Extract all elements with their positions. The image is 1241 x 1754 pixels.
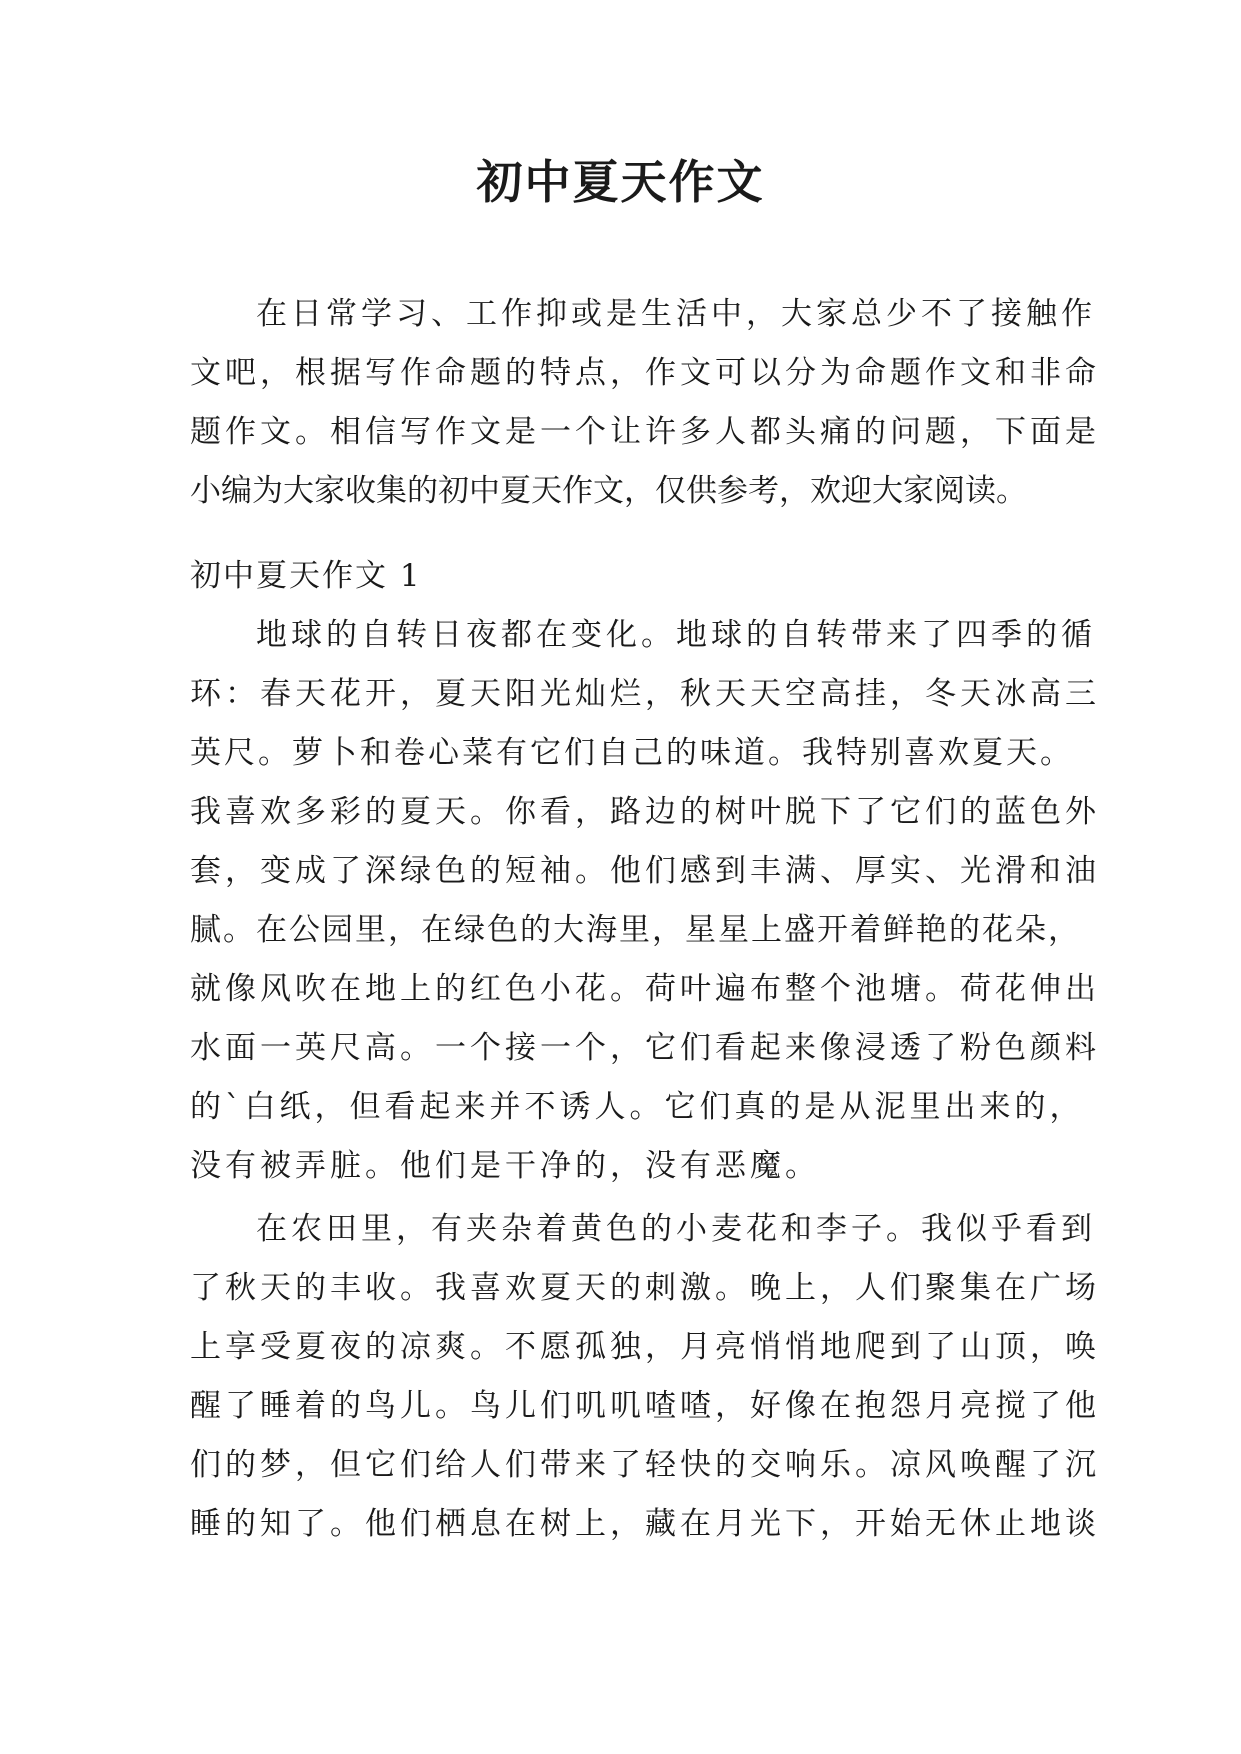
text-line: 英尺。萝卜和卷心菜有它们自己的味道。我特别喜欢夏天。 xyxy=(190,735,1074,771)
text-line: 水面一英尺高。一个接一个，它们看起来像浸透了粉色颜料 xyxy=(190,1030,1100,1066)
body-paragraph-1 xyxy=(190,606,1100,1196)
document-body xyxy=(190,285,1100,1554)
text-line: 地球的自转日夜都在变化。地球的自转带来了四季的循 xyxy=(256,617,1096,653)
intro-paragraph xyxy=(190,285,1100,521)
text-line: 的`白纸，但看起来并不诱人。它们真的是从泥里出来的， xyxy=(190,1089,1085,1125)
text-line: 套，变成了深绿色的短袖。他们感到丰满、厚实、光滑和油 xyxy=(190,853,1100,889)
text-line: 腻。在公园里，在绿色的大海里，星星上盛开着鲜艳的花朵， xyxy=(190,912,1081,948)
text-line: 我喜欢多彩的夏天。你看，路边的树叶脱下了它们的蓝色外 xyxy=(190,794,1100,830)
text-line: 文吧，根据写作命题的特点，作文可以分为命题作文和非命 xyxy=(190,355,1100,391)
text-line: 了秋天的丰收。我喜欢夏天的刺激。晚上，人们聚集在广场 xyxy=(190,1270,1100,1306)
document-title: 初中夏天作文 xyxy=(476,155,765,209)
text-line: 睡的知了。他们栖息在树上，藏在月光下，开始无休止地谈 xyxy=(190,1506,1100,1542)
section-heading: 初中夏天作文 1 xyxy=(190,558,422,594)
text-line: 们的梦，但它们给人们带来了轻快的交响乐。凉风唤醒了沉 xyxy=(190,1447,1100,1483)
text-line: 题作文。相信写作文是一个让许多人都头痛的问题，下面是 xyxy=(190,414,1100,450)
text-line: 在日常学习、工作抑或是生活中，大家总少不了接触作 xyxy=(256,296,1096,332)
text-line: 环：春天花开，夏天阳光灿烂，秋天天空高挂，冬天冰高三 xyxy=(190,676,1100,712)
text-line: 醒了睡着的鸟儿。鸟儿们叽叽喳喳，好像在抱怨月亮搅了他 xyxy=(190,1388,1100,1424)
text-line: 上享受夏夜的凉爽。不愿孤独，月亮悄悄地爬到了山顶，唤 xyxy=(190,1329,1100,1365)
text-line: 小编为大家收集的初中夏天作文，仅供参考，欢迎大家阅读。 xyxy=(190,473,1027,509)
text-line: 就像风吹在地上的红色小花。荷叶遍布整个池塘。荷花伸出 xyxy=(190,971,1100,1007)
body-paragraph-2 xyxy=(190,1200,1100,1554)
text-line: 在农田里，有夹杂着黄色的小麦花和李子。我似乎看到 xyxy=(256,1211,1096,1247)
text-line: 没有被弄脏。他们是干净的，没有恶魔。 xyxy=(190,1148,820,1184)
